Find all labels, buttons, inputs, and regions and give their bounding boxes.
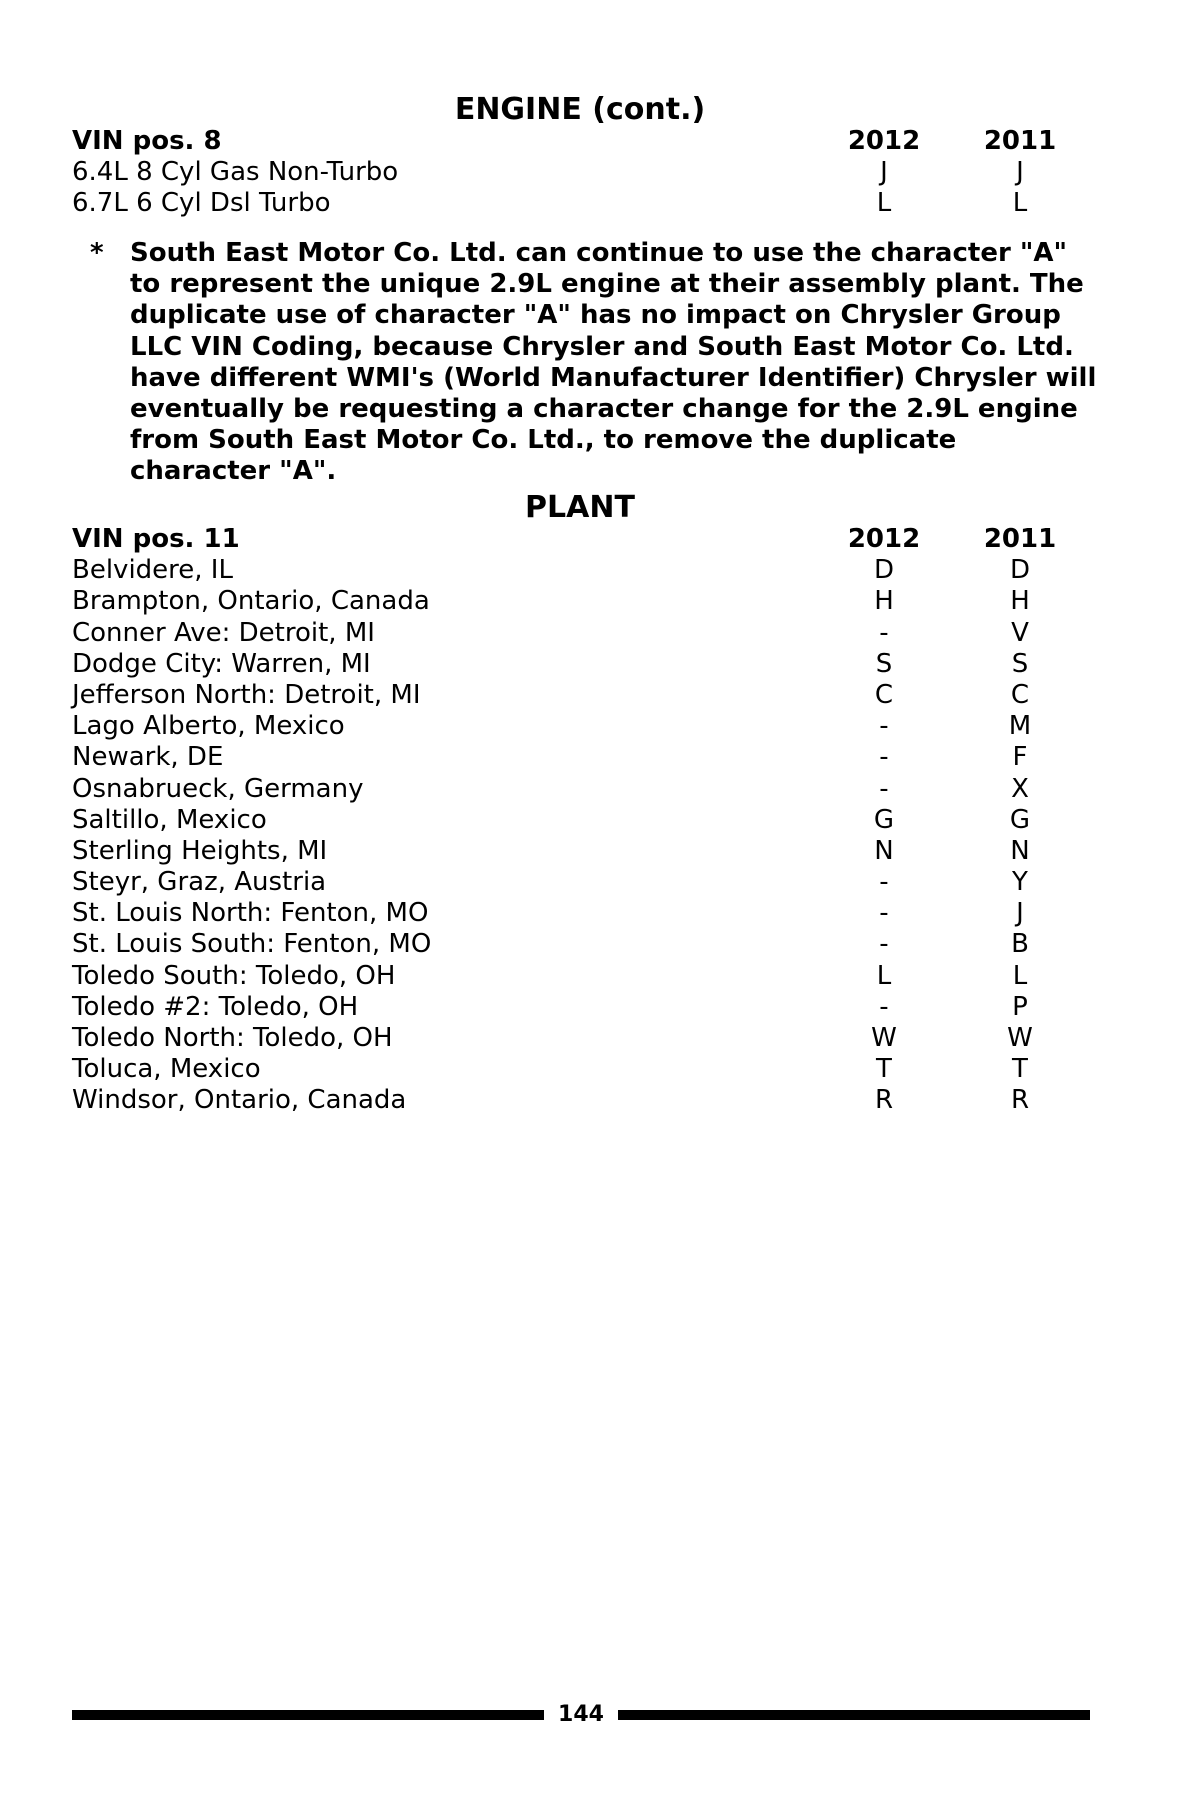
page-footer	[72, 1700, 1090, 1730]
code-2011: W	[1007, 1023, 1033, 1053]
plant-year-2011-header: 2011	[983, 524, 1057, 554]
code-2011: T	[1012, 1054, 1028, 1085]
code-2012: H	[874, 586, 894, 617]
plant-year-2012-header: 2012	[847, 524, 921, 554]
plant-name: Belvidere, IL	[72, 555, 233, 586]
table-row	[72, 680, 1062, 711]
code-2011: C	[1010, 679, 1030, 710]
plant-name: Newark, DE	[72, 742, 224, 773]
code-2012: -	[879, 773, 889, 804]
table-row	[72, 836, 1062, 867]
table-row	[72, 742, 1062, 773]
table-row	[72, 586, 1062, 617]
code-2011: L	[1012, 960, 1028, 991]
plant-name: St. Louis South: Fenton, MO	[72, 929, 432, 960]
engine-year-2012-header: 2012	[847, 126, 921, 156]
code-2011: V	[1011, 617, 1029, 648]
plant-name: Sterling Heights, MI	[72, 835, 328, 866]
code-2012: N	[874, 835, 894, 866]
code-2011: S	[1011, 648, 1029, 679]
code-2012: -	[879, 898, 889, 929]
code-2012: G	[873, 804, 895, 835]
code-2012: L	[876, 960, 892, 991]
table-row	[72, 555, 1062, 586]
table-row	[72, 618, 1062, 649]
table-row	[72, 929, 1062, 960]
code-2012: -	[879, 617, 889, 648]
table-row	[72, 649, 1062, 680]
engine-section-title: ENGINE (cont.)	[454, 92, 706, 127]
code-2012: W	[871, 1023, 897, 1053]
plant-name: Windsor, Ontario, Canada	[72, 1085, 407, 1116]
engine-footnote	[90, 238, 1100, 488]
table-row	[72, 992, 1062, 1023]
code-2011: N	[1010, 835, 1030, 866]
footer-rule-right	[618, 1710, 1090, 1720]
plant-section-title: PLANT	[525, 490, 635, 525]
plant-name: Jefferson North: Detroit, MI	[72, 679, 421, 710]
plant-name: Brampton, Ontario, Canada	[72, 586, 430, 617]
code-2011: J	[1016, 157, 1024, 188]
code-2011: H	[1010, 586, 1030, 617]
code-2012: L	[876, 188, 892, 219]
code-2012: -	[879, 742, 889, 773]
footnote-marker: *	[90, 238, 104, 268]
code-2011: M	[1008, 711, 1032, 742]
table-row	[72, 157, 1062, 188]
table-row	[72, 898, 1062, 929]
code-2012: R	[874, 1085, 894, 1116]
plant-name: Lago Alberto, Mexico	[72, 711, 345, 742]
code-2011: J	[1016, 898, 1024, 929]
table-row	[72, 961, 1062, 992]
table-row	[72, 1023, 1062, 1054]
table-row	[72, 774, 1062, 805]
table-row	[72, 867, 1062, 898]
engine-table-header	[72, 126, 1062, 157]
code-2012: -	[879, 867, 889, 898]
code-2011: D	[1009, 555, 1031, 586]
code-2011: Y	[1012, 867, 1028, 898]
code-2012: S	[875, 648, 893, 679]
plant-name: Toledo #2: Toledo, OH	[72, 991, 359, 1022]
code-2011: X	[1011, 773, 1029, 804]
engine-name: 6.7L 6 Cyl Dsl Turbo	[72, 188, 331, 219]
code-2012: -	[879, 991, 889, 1022]
code-2011: G	[1009, 804, 1031, 835]
plant-name: St. Louis North: Fenton, MO	[72, 898, 429, 929]
code-2012: T	[876, 1054, 892, 1085]
code-2012: -	[879, 711, 889, 742]
page-number: 144	[558, 1702, 604, 1727]
code-2012: -	[879, 929, 889, 960]
plant-name: Steyr, Graz, Austria	[72, 867, 327, 898]
plant-table	[72, 524, 1062, 1117]
code-2011: P	[1012, 991, 1028, 1022]
engine-year-2011-header: 2011	[983, 126, 1057, 156]
code-2011: L	[1012, 188, 1028, 219]
plant-vin-position-label: VIN pos. 11	[72, 524, 240, 554]
code-2012: J	[880, 157, 888, 188]
code-2011: F	[1012, 742, 1028, 773]
footnote-text: South East Motor Co. Ltd. can continue to use the character "A" to represent the unique 2.9L engine at their assembly plant. The duplicate use of character "A" has no impact on Chrysler Group LLC VIN Coding, because Chrysler and South East Motor Co. Ltd. have different WMI's (World Manufacturer Identifier) Chrysler will eventually be requesting a character change for the 2.9L engine from South East Motor Co. Ltd., to remove the duplicate character "A".	[130, 238, 1097, 487]
plant-table-header	[72, 524, 1062, 555]
plant-name: Dodge City: Warren, MI	[72, 648, 371, 679]
table-row	[72, 188, 1062, 219]
plant-name: Osnabrueck, Germany	[72, 773, 364, 804]
plant-name: Saltillo, Mexico	[72, 804, 267, 835]
code-2011: R	[1010, 1085, 1030, 1116]
table-row	[72, 1085, 1062, 1116]
plant-name: Toledo North: Toledo, OH	[72, 1023, 393, 1053]
table-row	[72, 1054, 1062, 1085]
plant-name: Conner Ave: Detroit, MI	[72, 617, 375, 648]
code-2012: C	[874, 679, 894, 710]
engine-vin-position-label: VIN pos. 8	[72, 126, 222, 156]
plant-name: Toledo South: Toledo, OH	[72, 960, 396, 991]
code-2011: B	[1011, 929, 1029, 960]
code-2012: D	[873, 555, 895, 586]
plant-name: Toluca, Mexico	[72, 1054, 261, 1085]
engine-table	[72, 126, 1062, 220]
table-row	[72, 805, 1062, 836]
engine-name: 6.4L 8 Cyl Gas Non-Turbo	[72, 157, 399, 188]
table-row	[72, 711, 1062, 742]
footer-rule-left	[72, 1710, 544, 1720]
